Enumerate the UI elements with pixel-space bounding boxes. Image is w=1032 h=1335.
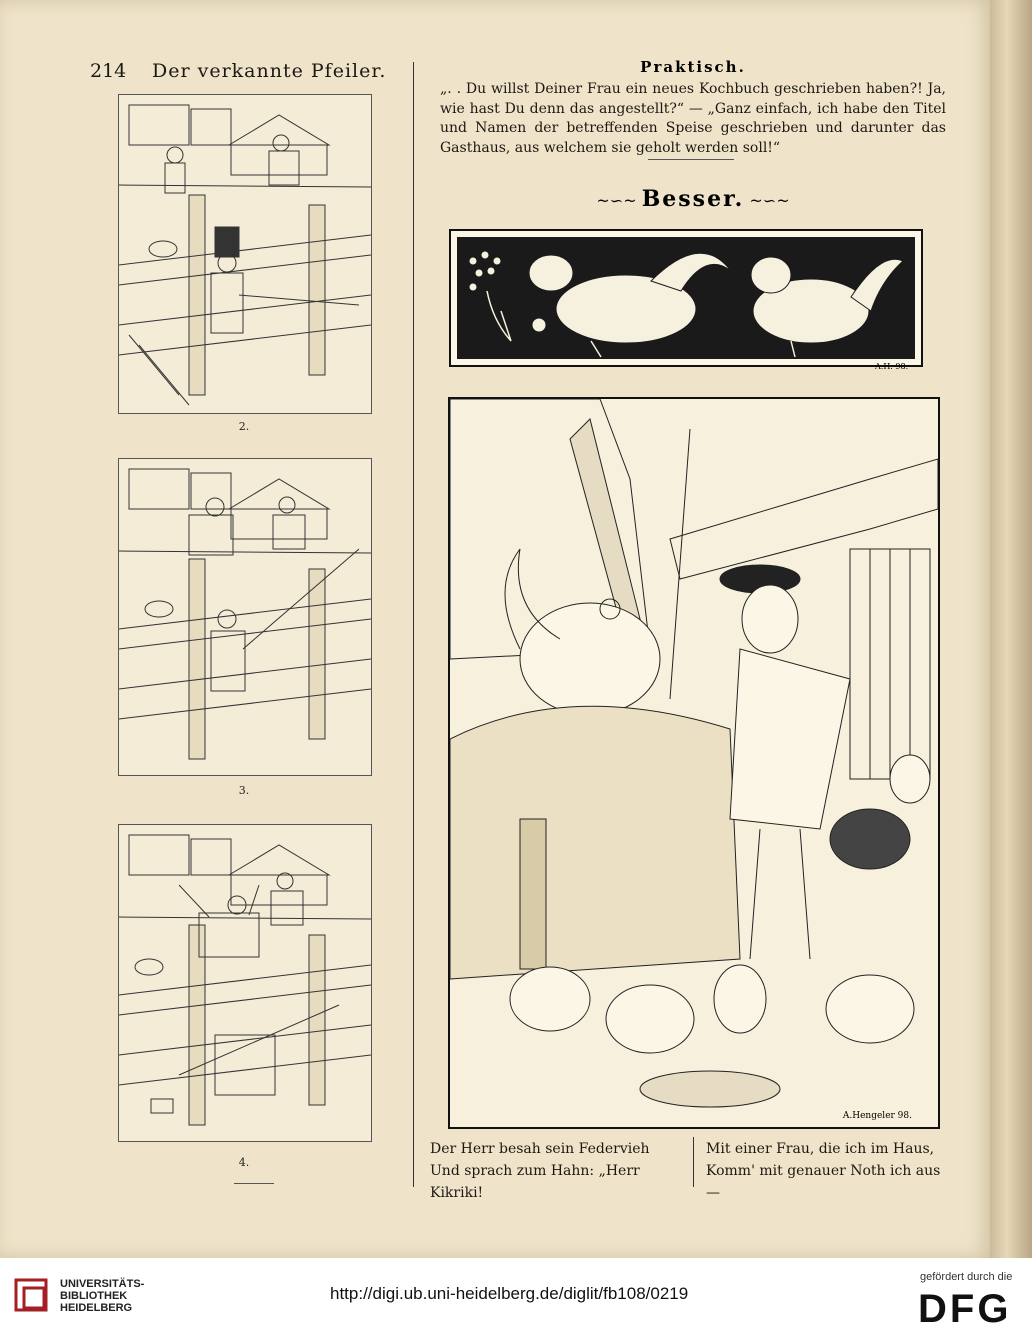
caption-left-line-2: Und sprach zum Hahn: „Herr Kikriki! [430,1163,640,1201]
rooster-hen-banner [449,229,923,367]
caption-left [430,1138,685,1204]
caption-right-line-2: Komm' mit genauer Noth ich aus — [706,1163,941,1201]
right-ornament-icon: ~∽~ [744,191,790,210]
page-number: 214 [90,60,127,82]
institution-line-1: UNIVERSITÄTS- [60,1278,145,1290]
caption-left-line-1: Der Herr besah sein Federvieh [430,1141,650,1157]
illustration-signature: A.Hengeler 98. [842,1111,912,1121]
comic-panel-2 [118,94,372,414]
panel-number-4: 4. [238,1156,250,1169]
page-edge [990,0,1032,1258]
university-logo-icon[interactable] [12,1276,52,1316]
caption-right [706,1138,946,1204]
comic-panel-4-drawing [119,825,371,1141]
funding-note: gefördert durch die [920,1271,1013,1283]
caption-divider [693,1137,694,1187]
besser-title: Besser. [641,186,745,212]
comic-panel-4 [118,824,372,1142]
section-rule [648,159,734,160]
institution-name[interactable] [60,1278,144,1314]
praktisch-text: „. . Du willst Deiner Frau ein neues Kochbuch geschrieben haben?! Ja, wie hast Du denn das angestellt?“ — „Ganz einfach, ich habe den Titel und Namen der betreffenden Speise geschrieben und darunter das Gasthaus, aus welchem sie geholt werden soll!“ [440,81,946,156]
caption-right-line-1: Mit einer Frau, die ich im Haus, [706,1141,935,1157]
farmyard-illustration [448,397,940,1129]
comic-panel-2-drawing [119,95,371,413]
comic-panel-3 [118,458,372,776]
story-title: Der verkannte Pfeiler. [152,60,387,82]
panel-number-2: 2. [238,420,250,433]
column-divider [413,62,414,1187]
besser-heading [440,186,946,212]
institution-line-3: HEIDELBERG [60,1302,133,1314]
banner-signature: A.H. 98. [875,362,909,371]
farmyard-illustration-drawing [450,399,938,1127]
dfg-logo[interactable]: DFG [918,1287,1012,1331]
end-rule [234,1183,274,1184]
praktisch-heading: Praktisch. [640,58,746,76]
comic-panel-3-drawing [119,459,371,775]
institution-line-2: BIBLIOTHEK [60,1290,128,1302]
permalink-url[interactable]: http://digi.ub.uni-heidelberg.de/diglit/fb108/0219 [330,1284,689,1303]
rooster-hen-banner-drawing [451,231,921,365]
panel-number-3: 3. [238,784,250,797]
left-ornament-icon: ~∽~ [596,191,642,210]
